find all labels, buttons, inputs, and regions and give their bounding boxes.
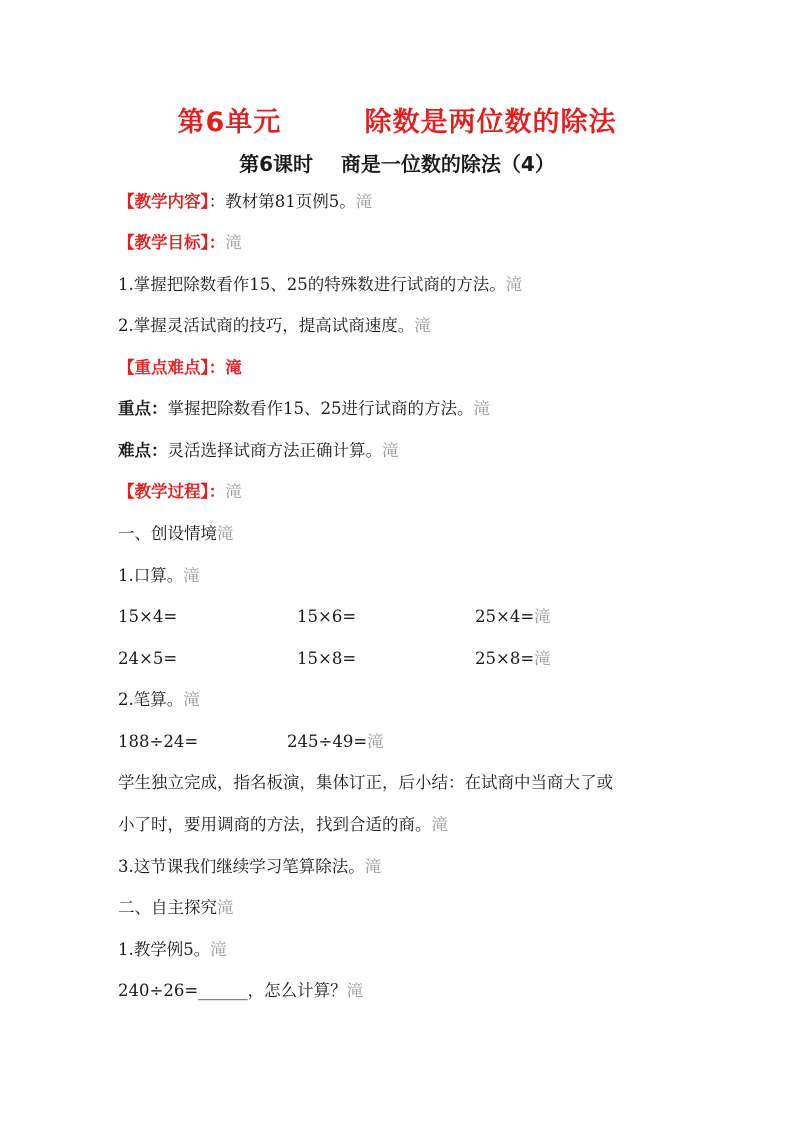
teaching-process-label: 【教学过程】	[118, 482, 209, 501]
oral-problem: 15×6=	[297, 607, 357, 626]
summary-paragraph-line-2: 小了时，要用调商的方法，找到合适的商。滝	[118, 815, 448, 834]
goal-item-1: 1.掌握把除数看作15、25的特殊数进行试商的方法。滝	[118, 275, 523, 294]
unit-name: 除数是两位数的除法	[364, 107, 617, 138]
teaching-content-label: 【教学内容】	[118, 192, 209, 211]
section-heading-1: 一、创设情境滝	[118, 524, 234, 543]
teaching-content-text: ：教材第81页例5。	[208, 192, 356, 211]
key-point: 重点：掌握把除数看作15、25进行试商的方法。滝	[118, 399, 490, 418]
continue-paragraph: 3.这节课我们继续学习笔算除法。滝	[118, 857, 382, 876]
difficult-point: 难点：灵活选择试商方法正确计算。滝	[118, 441, 399, 460]
key-points-label: 【重点难点】	[118, 358, 209, 377]
teaching-goals-heading: 【教学目标】：滝	[118, 233, 242, 252]
teaching-goals-label: 【教学目标】	[118, 233, 209, 252]
unit-number: 第6单元	[177, 107, 282, 138]
summary-paragraph-line-1: 学生独立完成，指名板演，集体订正，后小结：在试商中当商大了或	[118, 773, 613, 792]
oral-problem: 25×4=滝	[475, 607, 551, 626]
lesson-title	[0, 148, 794, 177]
written-problem: 188÷24=	[118, 732, 199, 751]
section-heading-2: 二、自主探究滝	[118, 898, 234, 917]
lesson-number: 第6课时	[239, 152, 314, 176]
teaching-content	[118, 191, 372, 213]
teaching-process-heading: 【教学过程】：滝	[118, 482, 242, 501]
paragraph-mark: 滝	[355, 192, 373, 211]
oral-calc-heading: 1.口算。滝	[118, 566, 200, 585]
oral-problem: 15×4=	[118, 607, 178, 626]
written-calc-heading: 2.笔算。滝	[118, 690, 200, 709]
example-question: 240÷26=______，怎么计算？滝	[118, 981, 364, 1000]
goal-item-2: 2.掌握灵活试商的技巧，提高试商速度。滝	[118, 316, 431, 335]
key-points-heading: 【重点难点】：滝	[118, 358, 242, 377]
oral-problem: 24×5=	[118, 649, 178, 668]
unit-title	[0, 100, 794, 139]
lesson-name: 商是一位数的除法（4）	[340, 152, 555, 176]
oral-problem: 25×8=滝	[475, 649, 551, 668]
written-problem: 245÷49=滝	[287, 732, 384, 751]
example-heading: 1.教学例5。滝	[118, 940, 227, 959]
oral-problem: 15×8=	[297, 649, 357, 668]
